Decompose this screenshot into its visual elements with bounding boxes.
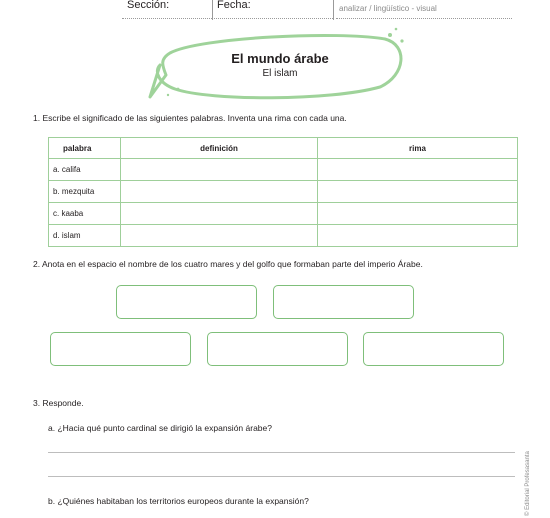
table-row	[49, 225, 518, 247]
definition-cell[interactable]	[121, 225, 318, 247]
seccion-dotted-line	[122, 18, 212, 19]
answer-box-sea-2[interactable]	[273, 285, 414, 319]
table-row	[49, 159, 518, 181]
answer-box-sea-1[interactable]	[116, 285, 257, 319]
rhyme-cell[interactable]	[318, 225, 518, 247]
fecha-dotted-line	[214, 18, 333, 19]
question-3-prompt: 3. Responde.	[33, 398, 84, 408]
title-badge	[140, 51, 420, 79]
table-row	[49, 203, 518, 225]
definition-cell[interactable]	[121, 181, 318, 203]
definition-cell[interactable]	[121, 203, 318, 225]
answer-line-3a-2[interactable]	[48, 476, 515, 477]
col-definicion: definición	[121, 138, 318, 159]
seccion-label: Sección:	[127, 0, 170, 11]
answer-box-gulf[interactable]	[363, 332, 504, 366]
rhyme-cell[interactable]	[318, 203, 518, 225]
row-word: d. islam	[49, 225, 121, 247]
rhyme-cell[interactable]	[318, 159, 518, 181]
answer-line-3a-1[interactable]	[48, 452, 515, 453]
header-divider-1	[212, 0, 213, 20]
col-palabra: palabra	[49, 138, 121, 159]
question-2-prompt: 2. Anota en el espacio el nombre de los cuatro mares y del golfo que formaban parte del imperio Árabe.	[33, 259, 423, 269]
answer-box-sea-4[interactable]	[207, 332, 348, 366]
rhyme-cell[interactable]	[318, 181, 518, 203]
row-word: a. califa	[49, 159, 121, 181]
header-divider-2	[333, 0, 334, 20]
skills-line-2: analizar / lingüístico - visual	[339, 4, 437, 13]
skills-dotted-line	[336, 18, 512, 19]
answer-box-sea-3[interactable]	[50, 332, 191, 366]
table-row	[49, 181, 518, 203]
table-header-row	[49, 138, 518, 159]
question-3b: b. ¿Quiénes habitaban los territorios europeos durante la expansión?	[48, 496, 309, 506]
worksheet-title: El mundo árabe	[231, 51, 329, 66]
question-1-prompt: 1. Escribe el significado de las siguientes palabras. Inventa una rima con cada una.	[33, 113, 347, 123]
copyright-side-text: © Editorial Profesasanta	[525, 451, 531, 516]
fecha-label: Fecha:	[217, 0, 251, 11]
row-word: b. mezquita	[49, 181, 121, 203]
question-3a: a. ¿Hacia qué punto cardinal se dirigió la expansión árabe?	[48, 423, 272, 433]
row-word: c. kaaba	[49, 203, 121, 225]
definition-cell[interactable]	[121, 159, 318, 181]
col-rima: rima	[318, 138, 518, 159]
worksheet-subtitle: El islam	[262, 68, 298, 79]
vocabulary-table	[48, 137, 518, 247]
